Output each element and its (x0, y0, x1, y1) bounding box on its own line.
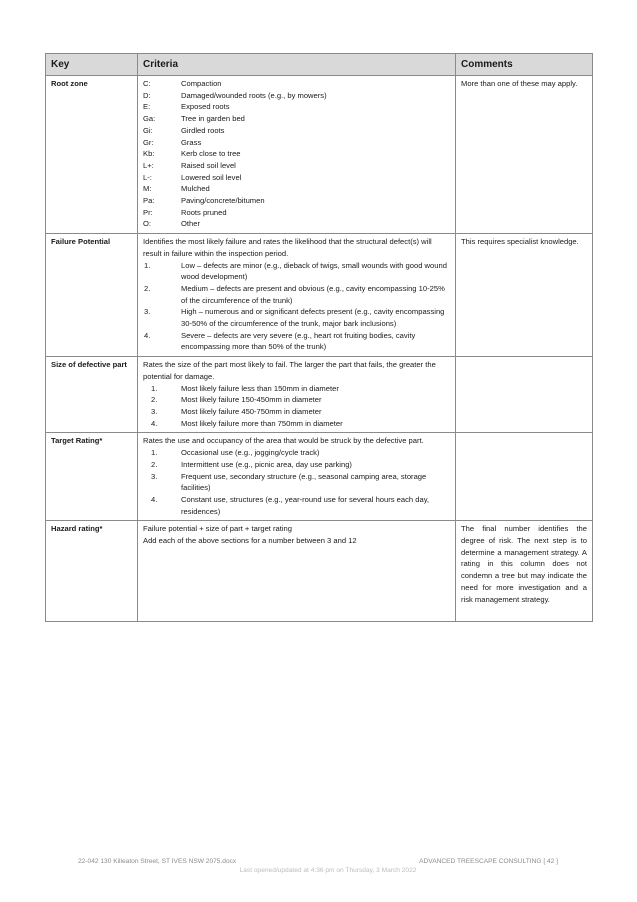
criteria-table (45, 53, 593, 622)
footer-document-name: 22-042 130 Killeaton Street, ST IVES NSW 2075.docx (78, 858, 237, 865)
target-rating-criteria (138, 433, 456, 521)
table-header-row (46, 54, 593, 76)
list-item (143, 459, 450, 471)
page-footer (78, 858, 558, 874)
table-row (46, 433, 593, 521)
list-item (143, 494, 450, 517)
row-key-size-defective-part: Size of defective part (46, 357, 138, 433)
failure-potential-comment: This requires specialist knowledge. (456, 234, 593, 357)
list-item (143, 330, 450, 353)
header-criteria: Criteria (138, 54, 456, 76)
list-item (143, 418, 450, 430)
list-item (143, 406, 450, 418)
item-number: 1. (144, 260, 151, 270)
code-row (143, 90, 450, 102)
list-item (143, 306, 450, 329)
code-row (143, 101, 450, 113)
root-zone-comment: More than one of these may apply. (456, 76, 593, 234)
code: L-: (143, 172, 152, 182)
code: Gr: (143, 137, 154, 147)
code-row (143, 125, 450, 137)
item-text: Frequent use, secondary structure (e.g., seasonal camping area, storage facilities) (181, 471, 427, 493)
list-item (143, 471, 450, 494)
row-key-hazard-rating: Hazard rating* (46, 521, 138, 622)
footer-line (78, 858, 558, 865)
item-number: 4. (151, 494, 158, 504)
row-key-target-rating: Target Rating* (46, 433, 138, 521)
code-desc: Girdled roots (181, 125, 225, 135)
item-number: 2. (151, 459, 158, 469)
code: Gi: (143, 125, 153, 135)
item-text: Most likely failure 150-450mm in diameter (181, 395, 322, 405)
list-item (143, 447, 450, 459)
list-item (143, 383, 450, 395)
item-text: Occasional use (e.g., jogging/cycle track) (181, 448, 320, 458)
failure-potential-intro: Identifies the most likely failure and rates the likelihood that the structural defect(s) will result in failure within the inspection period. (143, 237, 432, 258)
code-desc: Damaged/wounded roots (e.g., by mowers) (181, 90, 327, 100)
failure-potential-criteria (138, 234, 456, 357)
item-text: Low – defects are minor (e.g., dieback of twigs, small wounds with good wound wood development) (181, 260, 447, 282)
item-number: 4. (151, 418, 158, 428)
row-key-root-zone: Root zone (46, 76, 138, 234)
item-number: 1. (151, 448, 158, 458)
code-row (143, 78, 450, 90)
list-item (143, 260, 450, 283)
code: Pr: (143, 207, 153, 217)
code-desc: Raised soil level (181, 160, 236, 170)
code: Kb: (143, 149, 155, 159)
code-desc: Exposed roots (181, 102, 230, 112)
code: L+: (143, 160, 154, 170)
list-item (143, 283, 450, 306)
code: E: (143, 102, 151, 112)
code-desc: Grass (181, 137, 202, 147)
footer-last-updated: Last opened/updated at 4:36 pm on Thursday, 3 March 2022 (239, 867, 417, 874)
target-rating-intro: Rates the use and occupancy of the area that would be struck by the defective part. (143, 436, 424, 446)
row-key-failure-potential: Failure Potential (46, 234, 138, 357)
hazard-rating-criteria (138, 521, 456, 622)
code-row (143, 183, 450, 195)
hazard-rating-comment: The final number identifies the degree of risk. The next step is to determine a management strategy. A rating in this column does not condemn a tree but may indicate the need for more investigation and a risk management strategy. (456, 521, 593, 622)
code-row (143, 195, 450, 207)
item-number: 3. (151, 471, 158, 481)
item-number: 1. (151, 383, 158, 393)
item-number: 4. (144, 330, 151, 340)
code-desc: Tree in garden bed (181, 114, 245, 124)
code-row (143, 113, 450, 125)
item-number: 3. (144, 307, 151, 317)
code-row (143, 207, 450, 219)
code-desc: Compaction (181, 79, 222, 88)
item-text: Most likely failure 450-750mm in diameter (181, 406, 322, 416)
code-desc: Kerb close to tree (181, 149, 241, 159)
item-number: 2. (144, 283, 151, 293)
item-text: Constant use, structures (e.g., year-round use for several hours each day, residences) (181, 494, 430, 516)
code-row (143, 218, 450, 230)
code: Ga: (143, 114, 156, 124)
footer-company-page: ADVANCED TREESCAPE CONSULTING [ 42 ] (419, 858, 558, 865)
size-defective-criteria (138, 357, 456, 433)
code: D: (143, 90, 151, 100)
hazard-rating-formula: Failure potential + size of part + target rating (143, 524, 293, 534)
target-rating-comment (456, 433, 593, 521)
code-desc: Other (181, 219, 200, 229)
item-text: High – numerous and or significant defects present (e.g., cavity encompassing 30-50% of the circumference of the trunk, major bark inclusions) (181, 307, 445, 329)
code-row (143, 172, 450, 184)
table-row (46, 76, 593, 234)
list-item (143, 394, 450, 406)
item-text: Intermittent use (e.g., picnic area, day use parking) (181, 459, 352, 469)
item-text: Medium – defects are present and obvious (e.g., cavity encompassing 10-25% of the circumference of the trunk) (181, 283, 445, 305)
root-zone-criteria (138, 76, 456, 234)
hazard-rating-instruction: Add each of the above sections for a number between 3 and 12 (143, 536, 357, 546)
code: Pa: (143, 196, 155, 206)
item-number: 3. (151, 406, 158, 416)
header-comments: Comments (456, 54, 593, 76)
item-text: Most likely failure more than 750mm in diameter (181, 418, 343, 428)
code-desc: Lowered soil level (181, 172, 242, 182)
code-desc: Paving/concrete/bitumen (181, 196, 265, 206)
code: C: (143, 79, 151, 88)
header-key: Key (46, 54, 138, 76)
code-desc: Mulched (181, 184, 210, 194)
item-text: Most likely failure less than 150mm in diameter (181, 383, 339, 393)
size-defective-comment (456, 357, 593, 433)
size-defective-intro: Rates the size of the part most likely to fail. The larger the part that fails, the greater the potential for damage. (143, 360, 436, 381)
code-row (143, 137, 450, 149)
code-row (143, 148, 450, 160)
code: O: (143, 219, 152, 229)
code-row (143, 160, 450, 172)
table-row (46, 357, 593, 433)
item-number: 2. (151, 395, 158, 405)
table-row (46, 521, 593, 622)
code-desc: Roots pruned (181, 207, 227, 217)
table-row (46, 234, 593, 357)
item-text: Severe – defects are very severe (e.g., heart rot fruiting bodies, cavity encompassing more than 50% of the trunk) (181, 330, 416, 352)
code: M: (143, 184, 152, 194)
